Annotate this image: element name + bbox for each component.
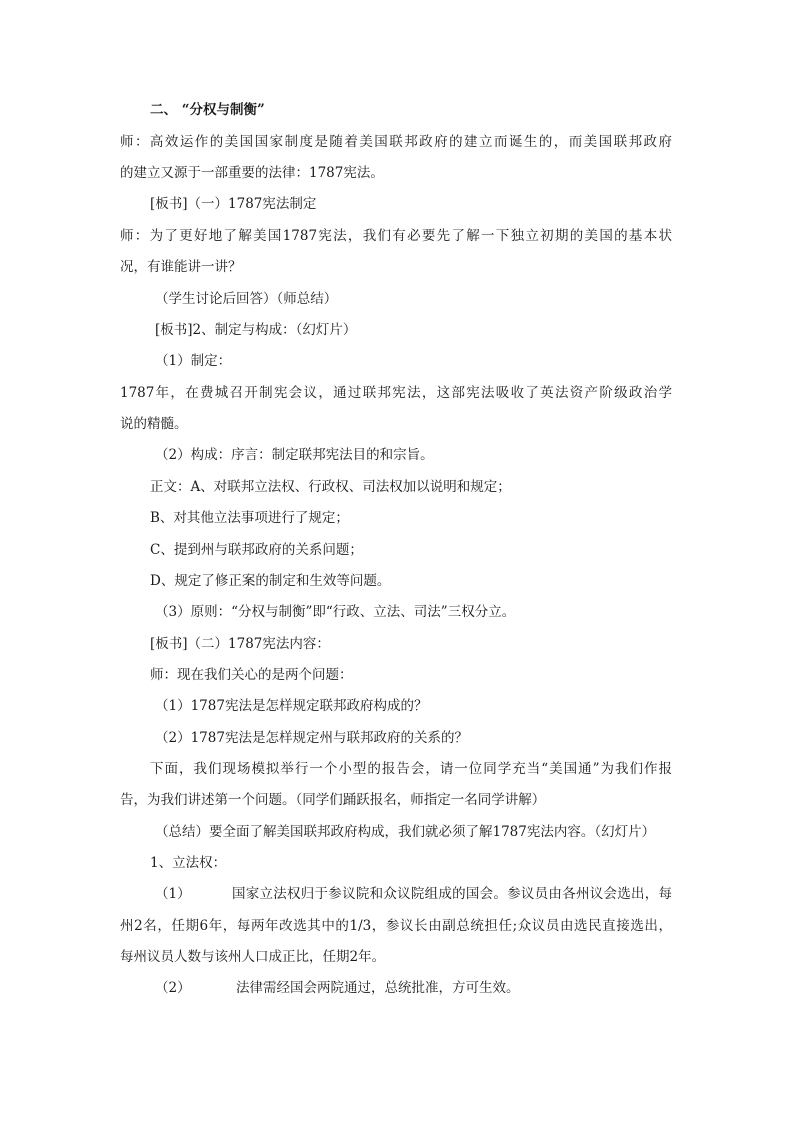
paragraph-line: 师：现在我们关心的是两个问题： — [150, 667, 353, 683]
paragraph-line: 每州议员人数与该州人口成正比，任期2年。 — [120, 949, 386, 965]
paragraph-line: 州2名，任期6年，每两年改选其中的1/3，参议长由副总统担任;众议员由选民直接选出， — [120, 918, 672, 934]
paragraph-line: 师：为了更好地了解美国1787宪法，我们有必要先了解一下独立初期的美国的基本状 — [120, 228, 672, 244]
list-item: （2）1787宪法是怎样规定州与联邦政府的关系的？ — [155, 730, 468, 746]
list-item: D、规定了修正案的制定和生效等问题。 — [150, 573, 391, 589]
list-item: 正文：A、对联邦立法权、行政权、司法权加以说明和规定； — [150, 479, 511, 495]
paragraph-line: 下面，我们现场模拟举行一个小型的报告会，请一位同学充当“美国通”为我们作报 — [150, 761, 672, 777]
list-item: （2）构成：序言：制定联邦宪法目的和宗旨。 — [155, 447, 434, 463]
section-heading: 二、 “分权与制衡” — [150, 102, 265, 118]
board-note: [板书]（一）1787宪法制定 — [150, 196, 317, 212]
list-item: （3）原则：“分权与制衡”即“行政、立法、司法”三权分立。 — [155, 604, 516, 620]
paragraph-line: （学生讨论后回答）（师总结） — [155, 291, 338, 307]
paragraph-line: 说的精髓。 — [120, 416, 188, 432]
paragraph-line: 况，有谁能讲一讲？ — [120, 259, 242, 275]
paragraph-line: 法律需经国会两院通过，总统批准，方可生效。 — [236, 980, 520, 996]
list-item: C、提到州与联邦政府的关系问题； — [150, 542, 363, 558]
paragraph-line: 1787年，在费城召开制宪会议，通过联邦宪法，这部宪法吸收了英法资产阶级政治学 — [120, 385, 672, 401]
list-item: B、对其他立法事项进行了规定； — [150, 510, 349, 526]
paragraph-line: 的建立又源于一部重要的法律：1787宪法。 — [120, 165, 384, 181]
board-note: [板书]2、制定与构成：（幻灯片） — [155, 322, 357, 338]
subsection-heading: 1、立法权： — [150, 855, 227, 871]
board-note: [板书]（二）1787宪法内容： — [150, 636, 330, 652]
list-item: （1）1787宪法是怎样规定联邦政府构成的？ — [155, 698, 428, 714]
paragraph-line: 师：高效运作的美国国家制度是随着美国联邦政府的建立而诞生的，而美国联邦政府 — [120, 134, 672, 150]
paragraph-line: 告，为我们讲述第一个问题。（同学们踊跃报名，师指定一名同学讲解） — [120, 792, 546, 808]
item-number: （2） — [155, 980, 191, 996]
paragraph-line: （总结）要全面了解美国联邦政府构成，我们就必须了解1787宪法内容。（幻灯片） — [155, 824, 656, 840]
paragraph-line: 国家立法权归于参议院和众议院组成的国会。参议员由各州议会选出，每 — [232, 886, 672, 902]
item-number: （1） — [155, 886, 191, 902]
list-item: （1）制定： — [155, 353, 232, 369]
